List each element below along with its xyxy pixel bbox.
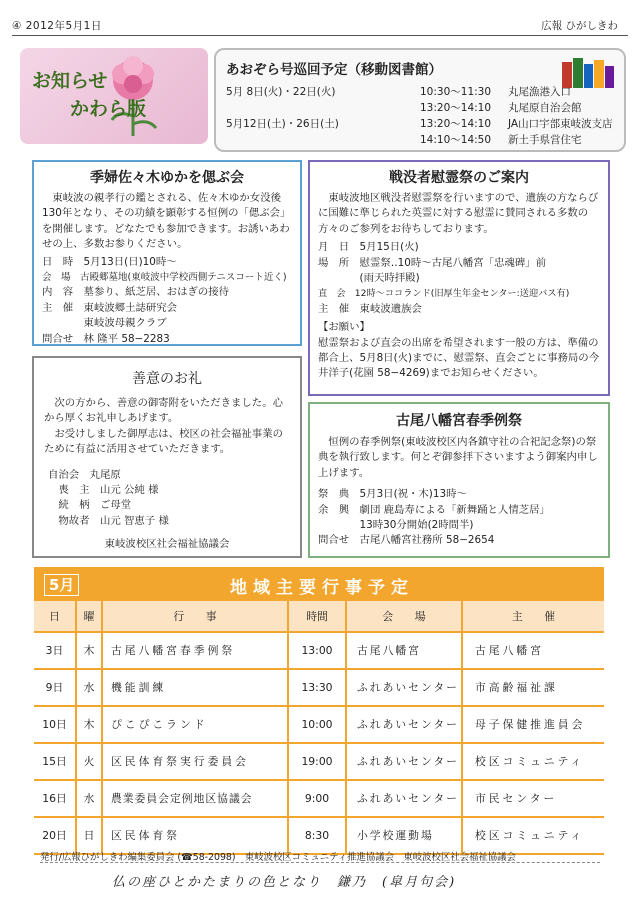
thanks-box (32, 356, 302, 558)
event-place: ふれあいセンター (346, 706, 462, 743)
war-memorial-detail: 月 日 5月15日(火) (318, 241, 419, 254)
event-day: 16日 (34, 780, 76, 817)
event-time: 13:00 (288, 632, 346, 669)
event-weekday: 木 (76, 706, 102, 743)
thanks-detail: 自治会 丸尾原 (48, 468, 121, 481)
event-sponsor: 母子保健推進員会 (462, 706, 604, 743)
war-memorial-title: 戦没者慰霊祭のご案内 (389, 170, 529, 186)
column-header: 日 (34, 601, 76, 632)
war-memorial-detail: 直 会 12時〜ココランド(旧厚生年金センター:送迎バス有) (318, 288, 570, 300)
event-name: ぴこぴこランド (102, 706, 288, 743)
event-time: 9:00 (288, 780, 346, 817)
thanks-detail: 物故者 山元 智恵子 様 (48, 514, 169, 527)
route-time: 13:20〜14:10 (420, 118, 492, 130)
haiku: 仏の座ひとかたまりの色となり 鎌乃 (皐月句会) (112, 875, 457, 890)
event-weekday: 水 (76, 780, 102, 817)
schedule-title: 地域主要行事予定 (230, 578, 414, 598)
event-place: ふれあいセンター (346, 780, 462, 817)
memorial-text: 東岐波の親孝行の鑑とされる、佐々木ゆか女没後130年となり、その功績を顕彰する恒例の「偲ぶ会」を開催します。どなたでも参加できます。お誘いあわせの上、多数お参りください。 (42, 192, 291, 251)
route-time: 13:20〜14:10 (420, 102, 492, 114)
war-memorial-detail: 主 催 東岐波遺族会 (318, 302, 422, 315)
column-header: 曜 (76, 601, 102, 632)
war-memorial-box (308, 160, 610, 396)
header-divider (12, 35, 628, 36)
festival-detail: 祭 典 5月3日(祝・木)13時〜 (318, 488, 467, 501)
route-date: 5月12日(土)・26日(土) (226, 118, 339, 130)
memorial-detail: 日 時 5月13日(日)10時〜 (42, 255, 177, 268)
event-sponsor: 古尾八幡宮 (462, 632, 604, 669)
event-name: 農業委員会定例地区協議会 (102, 780, 288, 817)
memorial-title: 季婦佐々木ゆかを偲ぶ会 (90, 170, 244, 186)
request-text: 慰霊祭および直会の出席を希望されます一般の方は、準備の都合上、5月8日(火)までに、慰霊祭、直会ごとに事務局の今井洋子(花園 58−4269)までお知らせください。 (318, 336, 600, 380)
request-label: 【お願い】 (318, 321, 370, 334)
route-place: JA山口宇部東岐波支店 (508, 118, 613, 130)
route-place: 丸尾原自治会館 (508, 102, 582, 114)
event-name: 区民体育祭 (102, 817, 288, 854)
event-place: 小学校運動場 (346, 817, 462, 854)
festival-title: 古尾八幡宮春季例祭 (396, 413, 522, 429)
notice-title-line2: かわら版 (70, 98, 147, 120)
event-sponsor: 校区コミュニティ (462, 743, 604, 780)
event-time: 19:00 (288, 743, 346, 780)
festival-detail: 余 興 劇団 鹿島寿による「新舞踊と人情芝居」 (318, 503, 550, 516)
footer-divider (40, 862, 600, 863)
thanks-text: 次の方から、善意の御寄附をいただきました。心から厚くお礼申しあげます。 お受けしました御厚志は、校区の社会福祉事業のために有益に活用させていただきます。 (44, 397, 283, 456)
mobile-library-title: あおぞら号巡回予定（移動図書館） (226, 62, 442, 78)
war-memorial-detail: (雨天時拝殿) (318, 272, 420, 285)
memorial-detail: 内 容 墓参り、紙芝居、おはぎの接待 (42, 286, 230, 299)
event-weekday: 木 (76, 632, 102, 669)
festival-box (308, 402, 610, 558)
event-day: 20日 (34, 817, 76, 854)
event-weekday: 火 (76, 743, 102, 780)
thanks-detail: 喪 主 山元 公純 様 (48, 484, 159, 497)
route-date: 5月 8日(火)・22日(火) (226, 86, 336, 98)
memorial-detail: 問合せ 林 隆平 58−2283 (42, 332, 170, 345)
column-header: 主 催 (462, 601, 604, 632)
event-place: 古尾八幡宮 (346, 632, 462, 669)
event-sponsor: 校区コミュニティ (462, 817, 604, 854)
thanks-signature: 東岐波校区社会福祉協議会 (104, 538, 230, 551)
event-sponsor: 市民センター (462, 780, 604, 817)
war-memorial-text: 東岐波地区戦没者慰霊祭を行いますので、遺族の方ならびに国難に準じられた英霊に対する慰霊に賛同される多数の方々のご参列をお待ちしております。 (318, 192, 599, 235)
table-row (34, 669, 604, 706)
page-date: ④ 2012年5月1日 (12, 20, 102, 32)
event-time: 10:00 (288, 706, 346, 743)
column-header: 時間 (288, 601, 346, 632)
event-day: 10日 (34, 706, 76, 743)
column-header: 行 事 (102, 601, 288, 632)
memorial-detail: 会 場 古殿郷墓地(東岐波中学校西側テニスコート近く) (42, 272, 287, 284)
publication-name: 広報 ひがしきわ (541, 20, 618, 32)
schedule-table (34, 601, 604, 855)
mobile-library-box (214, 48, 626, 152)
festival-detail: 問合せ 古尾八幡宮社務所 58−2654 (318, 534, 495, 547)
table-row (34, 632, 604, 669)
event-name: 区民体育祭実行委員会 (102, 743, 288, 780)
route-time: 10:30〜11:30 (420, 86, 492, 98)
event-place: ふれあいセンター (346, 743, 462, 780)
event-day: 15日 (34, 743, 76, 780)
event-day: 3日 (34, 632, 76, 669)
event-time: 13:30 (288, 669, 346, 706)
table-row (34, 780, 604, 817)
column-header: 会 場 (346, 601, 462, 632)
event-day: 9日 (34, 669, 76, 706)
route-place: 新土手県営住宅 (508, 134, 582, 146)
table-row (34, 706, 604, 743)
schedule-header-bar (34, 567, 604, 601)
route-place: 丸尾漁港入口 (508, 86, 571, 98)
memorial-detail: 主 催 東岐波郷土誌研究会 (42, 301, 178, 314)
festival-text: 恒例の春季例祭(東岐波校区内各鎮守社の合祀記念祭)の祭典を執行致します。何とぞ御参拝下さいますよう御案内申し上げます。 (318, 436, 598, 479)
war-memorial-detail: 場 所 慰霊祭‥10時〜古尾八幡宮「忠魂碑」前 (318, 256, 546, 269)
festival-detail: 13時30分開始(2時間半) (318, 519, 474, 532)
event-name: 機能訓練 (102, 669, 288, 706)
publisher-line: 発行/広報ひがしきわ編集委員会 (☎58-2098) 東岐波校区コミュニティ推進協議会 東岐波校区社会福祉協議会 (40, 852, 516, 863)
notice-banner (20, 48, 208, 144)
schedule-month: 5月 (44, 574, 79, 596)
event-name: 古尾八幡宮春季例祭 (102, 632, 288, 669)
event-place: ふれあいセンター (346, 669, 462, 706)
event-sponsor: 市高齢福祉課 (462, 669, 604, 706)
table-row (34, 743, 604, 780)
memorial-detail: 東岐波母親クラブ (42, 317, 167, 330)
memorial-box (32, 160, 302, 346)
schedule-header-row (34, 601, 604, 632)
event-time: 8:30 (288, 817, 346, 854)
thanks-detail: 続 柄 ご母堂 (48, 499, 132, 512)
event-weekday: 水 (76, 669, 102, 706)
thanks-title: 善意のお礼 (132, 371, 202, 387)
notice-title-line1: お知らせ (32, 70, 108, 92)
route-time: 14:10〜14:50 (420, 134, 492, 146)
event-weekday: 日 (76, 817, 102, 854)
